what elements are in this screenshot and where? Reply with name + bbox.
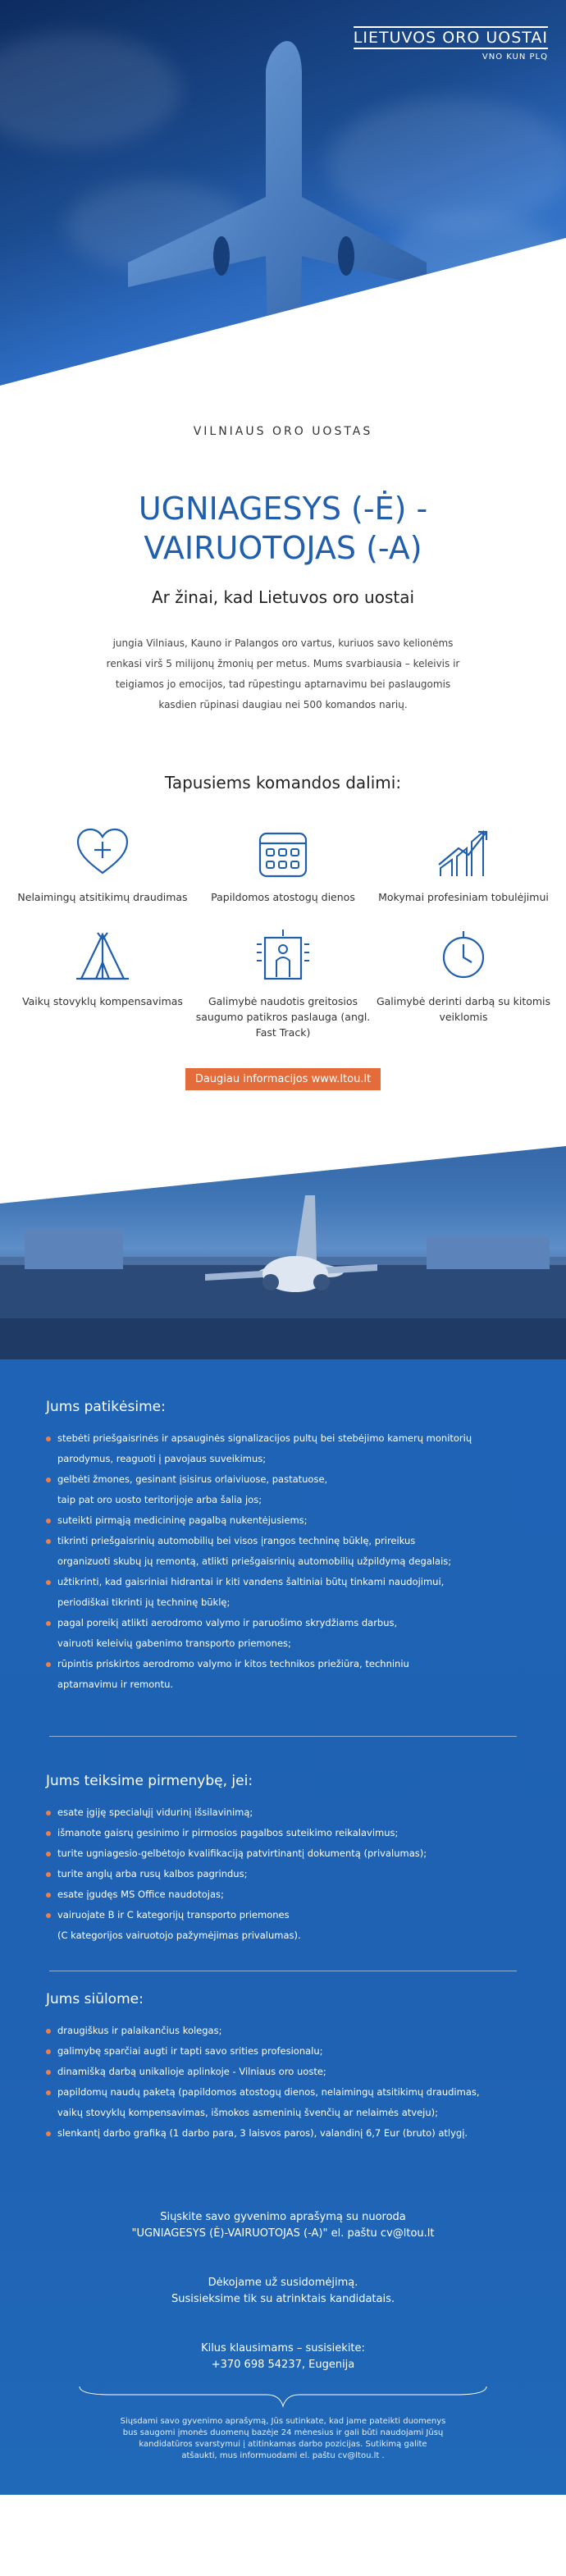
benefit-label: Galimybė naudotis greitosios saugumo patikros paslauga (angl. Fast Track): [195, 995, 371, 1039]
list-item: vairuojate B ir C kategorijų transporto priemones (C kategorijos vairuotojo pažymėjimas privalumas).: [48, 1905, 527, 1946]
apply-instructions: Siųskite savo gyvenimo aprašymą su nuoroda "UGNIAGESYS (Ė)-VAIRUOTOJAS (-A)" el. paštu cv@ltou.lt: [131, 2211, 435, 2240]
brace-divider: [78, 2385, 488, 2408]
intro-line: teigiamos jo emocijos, tad rūpestingu aptarnavimu bei paslaugomis: [115, 678, 451, 690]
job-title-line2: VAIRUOTOJAS (-A): [144, 530, 422, 566]
list-item: gelbėti žmones, gesinant įsisirus orlaiviuose, pastatuose, taip pat oro uosto teritorijoje arba šalia jos;: [48, 1469, 527, 1510]
offer-block: [0, 1991, 566, 2144]
list-item: užtikrinti, kad gaisriniai hidrantai ir kiti vandens šaltiniai būtų tinkami naudojimui, periodiškai tikrinti jų techninę būklę;: [48, 1572, 527, 1613]
contact-phone[interactable]: +370 698 54237, Eugenija: [211, 2359, 355, 2371]
tent-icon: [73, 928, 132, 987]
section-divider: [49, 1736, 517, 1737]
list-item: tikrinti priešgaisrinių automobilių bei visos įrangos techninę būklę, prireikus organizuoti skubų jų remontą, atlikti priešgaisrinių automobilių užpildymą degalais;: [48, 1531, 527, 1572]
privacy-notice: Siųsdami savo gyvenimo aprašymą, Jūs sutinkate, kad jame pateikti duomenys bus saugomi įmonės duomenų bazėje 24 mėnesius ir gali būti naudojami Jūsų kandidatūros svarstymui į atitinkamas darbo pozicijas. Sutikimą galite atšaukti, mus informuodami el. paštu cv@ltou.lt .: [120, 2417, 446, 2460]
thanks-text: Dėkojame už susidomėjimą. Susisieksime tik su atrinktais kandidatais.: [171, 2277, 395, 2305]
responsibilities-list: [48, 1428, 527, 1695]
requirements-block: [0, 1773, 566, 1946]
intro-line: renkasi virš 5 milijonų žmonių per metus. Mums svarbiausia – keleivis ir: [106, 658, 460, 669]
more-info-button[interactable]: Daugiau informacijos www.ltou.lt: [185, 1068, 381, 1090]
benefits-grid: [0, 824, 566, 1040]
list-item: rūpintis priskirtos aerodromo valymo ir kitos technikos priežiūra, techniniu aptarnavimu ir remontu.: [48, 1654, 527, 1695]
benefit-item: [12, 824, 193, 905]
list-item: draugiškus ir palaikančius kolegas;: [48, 2021, 527, 2041]
list-item: pagal poreikį atlikti aerodromo valymo ir paruošimo skrydžiams darbus, vairuoti keleivių gabenimo transporto priemones;: [48, 1613, 527, 1654]
benefit-label: Galimybė derinti darbą su kitomis veiklomis: [376, 995, 551, 1023]
list-item: papildomų naudų paketą (papildomos atostogų dienos, nelaimingų atsitikimų draudimas, vaikų stovyklų kompensavimas, išmokos asmeninių švenčių ar nelaimės atveju);: [48, 2082, 527, 2123]
airport-label: VILNIAUS ORO UOSTAS: [193, 425, 373, 438]
brand-codes: VNO KUN PLQ: [482, 53, 548, 62]
requirements-list: [48, 1802, 527, 1946]
requirements-title: Jums teiksime pirmenybę, jei:: [46, 1773, 253, 1789]
intro-line: jungia Vilniaus, Kauno ir Palangos oro vartus, kuriuos savo kelionėms: [112, 637, 454, 649]
list-item: suteikti pirmąją medicininę pagalbą nukentėjusiems;: [48, 1510, 527, 1531]
benefit-item: [193, 928, 373, 1040]
responsibilities-block: [0, 1399, 566, 1695]
benefit-item: [12, 928, 193, 1040]
list-item: stebėti priešgaisrinės ir apsauginės signalizacijos pultų bei stebėjimo kamerų monitorių parodymus, reaguoti į pavojaus suveikimus;: [48, 1428, 527, 1469]
benefit-item: [373, 824, 554, 905]
benefit-label: Papildomos atostogų dienos: [211, 891, 355, 903]
contact-text: Kilus klausimams – susisiekite: +370 698 54237, Eugenija: [201, 2342, 365, 2371]
airport-photo: [0, 1113, 566, 1359]
brand-logo: [354, 26, 548, 62]
job-details-section: [0, 1359, 566, 2495]
list-item: esate įgudęs MS Office naudotojas;: [48, 1884, 527, 1905]
list-item: slenkantį darbo grafiką (1 darbo para, 3 laisvos paros), valandinį 6,7 Eur (bruto) atlygį.: [48, 2123, 527, 2144]
offer-title: Jums siūlome:: [46, 1991, 144, 2007]
hero-banner: [0, 0, 566, 386]
benefit-label: Nelaimingų atsitikimų draudimas: [17, 891, 188, 903]
calendar-icon: [253, 824, 313, 883]
subtitle: Ar žinai, kad Lietuvos oro uostai: [151, 587, 415, 607]
benefit-label: Mokymai profesiniam tobulėjimui: [378, 891, 549, 903]
clock-icon: [434, 928, 493, 987]
intro-line: kasdien rūpinasi daugiau nei 500 komandos narių.: [158, 699, 408, 710]
responsibilities-title: Jums patikėsime:: [46, 1399, 166, 1415]
security-scanner-icon: [253, 928, 313, 987]
intro-text: [86, 633, 480, 715]
list-item: dinamišką darbą unikalioje aplinkoje - Vilniaus oro uoste;: [48, 2062, 527, 2082]
offer-list: [48, 2021, 527, 2144]
benefit-label: Vaikų stovyklų kompensavimas: [22, 995, 183, 1007]
benefits-title: Tapusiems komandos dalimi:: [164, 773, 402, 792]
list-item: išmanote gaisrų gesinimo ir pirmosios pagalbos suteikimo reikalavimus;: [48, 1823, 527, 1843]
benefit-item: [373, 928, 554, 1040]
list-item: galimybę sparčiai augti ir tapti savo srities profesionalu;: [48, 2041, 527, 2062]
airport-photo-illustration: [0, 1113, 566, 1359]
job-title-line1: UGNIAGESYS (-Ė) -: [138, 491, 428, 527]
cta-wrap: [0, 1068, 566, 1090]
benefit-item: [193, 824, 373, 905]
list-item: turite ugniagesio-gelbėtojo kvalifikaciją patvirtinantį dokumentą (privalumas);: [48, 1843, 527, 1864]
brand-name: LIETUVOS ORO UOSTAI: [354, 26, 548, 49]
growth-chart-icon: [434, 824, 493, 883]
list-item: turite anglų arba rusų kalbos pagrindus;: [48, 1864, 527, 1884]
job-title: [0, 489, 566, 568]
hero-white-cut: [0, 222, 566, 386]
apply-email-link[interactable]: "UGNIAGESYS (Ė)-VAIRUOTOJAS (-A)" el. paštu cv@ltou.lt: [131, 2227, 435, 2240]
closing-block: [0, 2209, 566, 2373]
heart-plus-icon: [73, 824, 132, 883]
list-item: esate įgiję specialųjį vidurinį išsilavinimą;: [48, 1802, 527, 1823]
